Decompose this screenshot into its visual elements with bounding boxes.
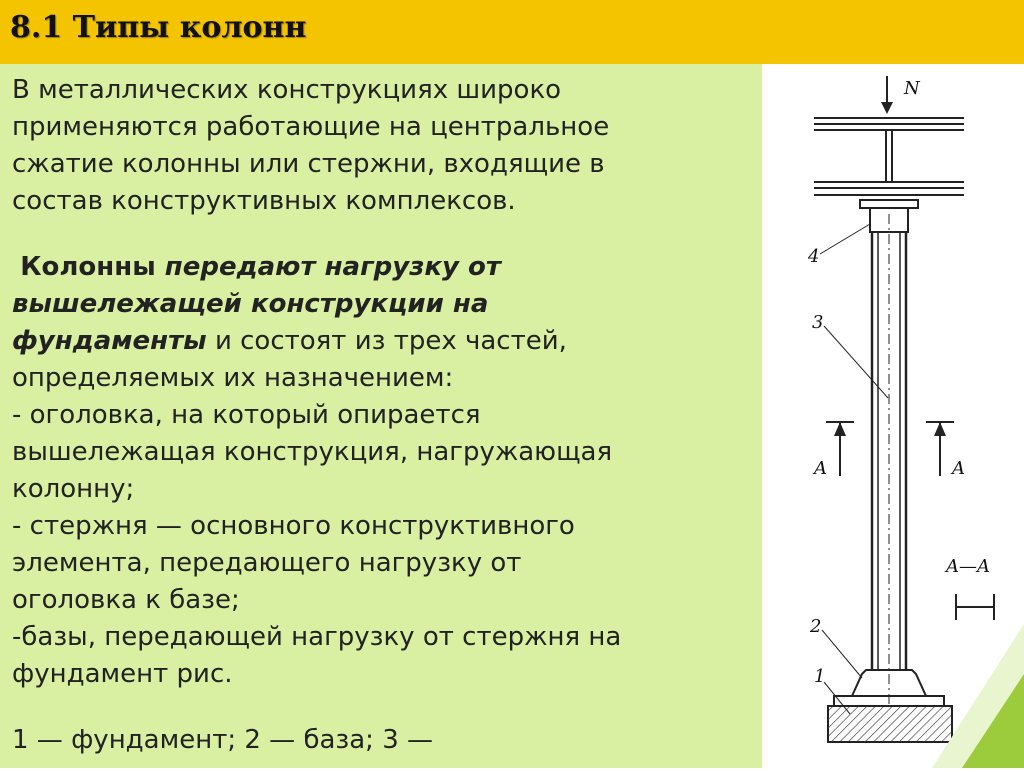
- paragraph2-line5: - оголовка, на который опирается: [12, 400, 481, 430]
- paragraph2-line3-rest: и состоят из трех частей,: [206, 326, 567, 356]
- paragraph-gap-2: [12, 693, 757, 722]
- cap-plate: [860, 200, 918, 208]
- load-label: N: [904, 78, 920, 99]
- slide-body: [12, 72, 757, 759]
- section-caption: A—A: [946, 556, 990, 577]
- paragraph2-line4: определяемых их назначением:: [12, 363, 454, 393]
- paragraph1-line3: сжатие колонны или стержни, входящие в: [12, 149, 605, 179]
- paragraph2-line12: фундамент рис.: [12, 659, 233, 689]
- leader-base: [822, 630, 862, 678]
- upper-beam: [814, 118, 964, 130]
- paragraph2-line7: колонну;: [12, 474, 135, 504]
- emphasis-text-1: передают нагрузку от: [164, 252, 501, 282]
- label-base: 2: [810, 616, 822, 637]
- paragraph2-line6: вышележащая конструкция, нагружающая: [12, 437, 613, 467]
- column-drawing: [762, 64, 1024, 768]
- paragraph1-line1: В металлических конструкциях широко: [12, 75, 562, 105]
- label-foundation: 1: [814, 666, 826, 687]
- paragraph2-line10: оголовка к базе;: [12, 585, 240, 615]
- arrow-up-icon: [934, 422, 946, 436]
- column-diagram: [762, 64, 1024, 768]
- paragraph2-line8: - стержня — основного конструктивного: [12, 511, 575, 541]
- section-label-left: A: [814, 458, 827, 479]
- paragraph2-line1: [12, 249, 757, 286]
- section-label-right: A: [952, 458, 965, 479]
- paragraph2-line9: элемента, передающего нагрузку от: [12, 548, 522, 578]
- lower-beam: [814, 182, 964, 195]
- bold-term-columns: Колонны: [20, 252, 165, 282]
- leader-cap: [820, 224, 870, 254]
- paragraph1-line4: состав конструктивных комплексов.: [12, 186, 516, 216]
- slide-title: 8.1 Типы колонн: [10, 10, 307, 45]
- label-shaft: 3: [812, 312, 824, 333]
- paragraph-gap: [12, 220, 757, 249]
- paragraph2-line11: -базы, передающей нагрузку от стержня на: [12, 622, 622, 652]
- arrow-up-icon: [834, 422, 846, 436]
- emphasis-text-3: фундаменты: [12, 326, 207, 356]
- label-cap: 4: [808, 246, 820, 267]
- load-arrow-icon: [881, 102, 893, 114]
- text-panel: [0, 64, 762, 768]
- section-profile: [956, 594, 994, 620]
- paragraph2-line13: 1 — фундамент; 2 — база; 3 —: [12, 725, 434, 755]
- paragraph2-line3: [12, 323, 757, 360]
- paragraph1-line2: применяются работающие на центральное: [12, 112, 610, 142]
- paragraph2-line2: вышележащей конструкции на: [12, 289, 489, 319]
- column-shaft: [872, 214, 906, 704]
- title-bar: [0, 0, 1024, 64]
- foundation: [828, 706, 952, 742]
